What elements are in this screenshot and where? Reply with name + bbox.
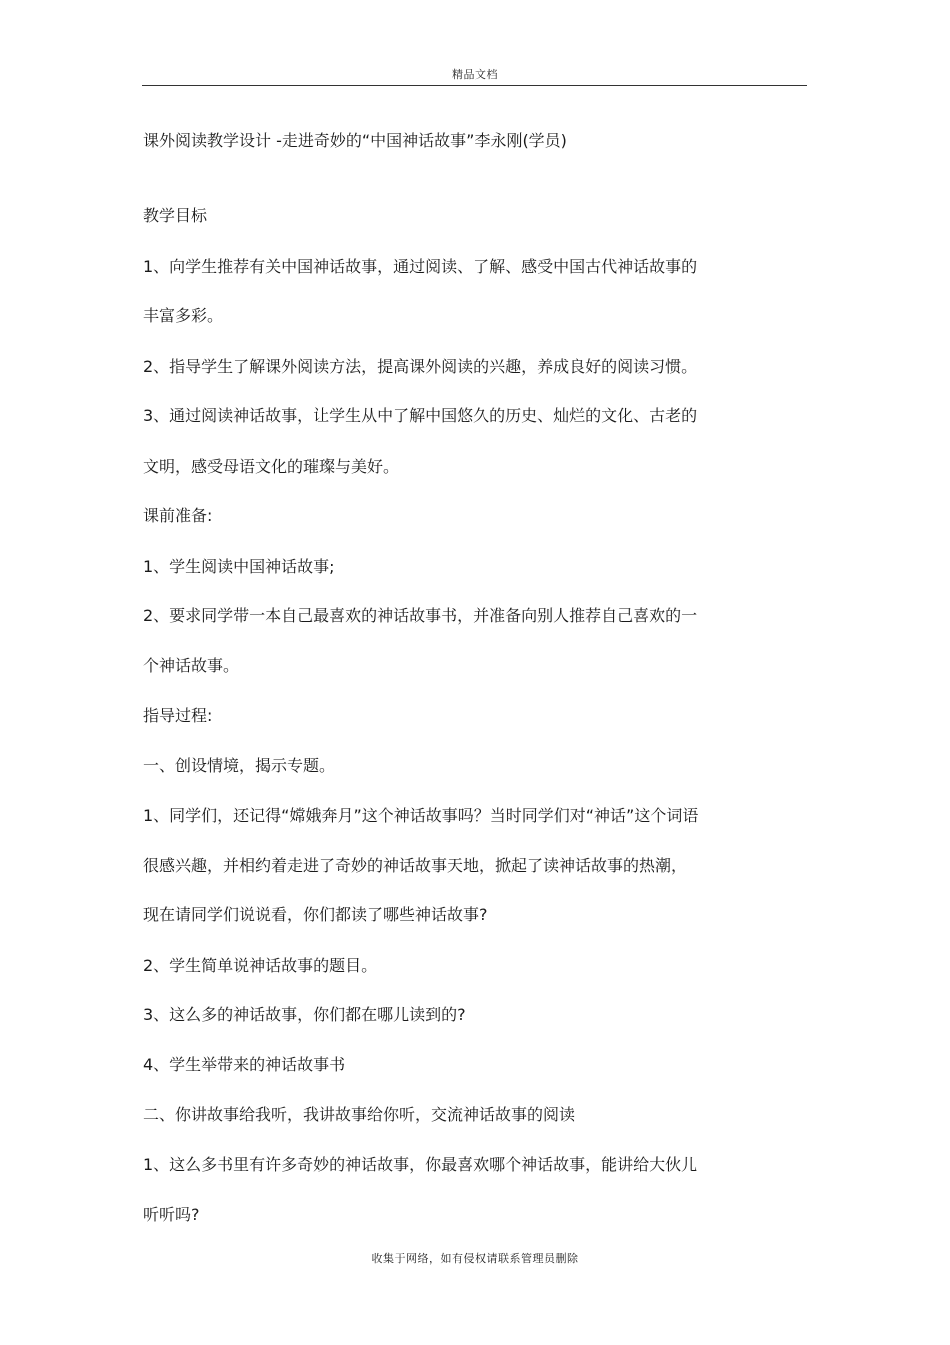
text-line: 很感兴趣，并相约着走进了奇妙的神话故事天地，掀起了读神话故事的热潮，	[143, 856, 688, 875]
text-line: 个神话故事。	[143, 656, 240, 675]
text-line: 3、这么多的神话故事，你们都在哪儿读到的?	[143, 1005, 466, 1024]
text-line: 1、学生阅读中国神话故事;	[143, 557, 335, 576]
header-label: 精品文档	[452, 68, 498, 81]
text-line: 听听吗?	[143, 1205, 200, 1224]
text-line: 丰富多彩。	[143, 306, 224, 325]
text-line: 教学目标	[143, 206, 208, 225]
text-line: 1、同学们，还记得“嫦娥奔月”这个神话故事吗？当时同学们对“神话”这个词语	[143, 806, 699, 825]
text-line: 指导过程:	[143, 706, 213, 725]
text-line: 1、向学生推荐有关中国神话故事，通过阅读、了解、感受中国古代神话故事的	[143, 257, 698, 276]
text-line: 2、学生简单说神话故事的题目。	[143, 956, 378, 975]
text-line: 文明，感受母语文化的璀璨与美好。	[143, 457, 400, 476]
document-title: 课外阅读教学设计 -走进奇妙的“中国神话故事”李永刚(学员)	[143, 131, 567, 150]
text-line: 现在请同学们说说看，你们都读了哪些神话故事?	[143, 905, 488, 924]
text-line: 2、要求同学带一本自己最喜欢的神话故事书，并准备向别人推荐自己喜欢的一	[143, 606, 698, 625]
text-line: 一、创设情境，揭示专题。	[143, 756, 336, 775]
page-footer: 收集于网络，如有侵权请联系管理员删除	[371, 1252, 579, 1265]
text-line: 课前准备:	[143, 506, 213, 525]
text-line: 3、通过阅读神话故事，让学生从中了解中国悠久的历史、灿烂的文化、古老的	[143, 406, 698, 425]
header-divider	[142, 85, 807, 86]
text-line: 4、学生举带来的神话故事书	[143, 1055, 346, 1074]
text-line: 1、这么多书里有许多奇妙的神话故事，你最喜欢哪个神话故事，能讲给大伙儿	[143, 1155, 698, 1174]
text-line: 2、指导学生了解课外阅读方法，提高课外阅读的兴趣，养成良好的阅读习惯。	[143, 357, 698, 376]
text-line: 二、你讲故事给我听，我讲故事给你听，交流神话故事的阅读	[143, 1105, 576, 1124]
